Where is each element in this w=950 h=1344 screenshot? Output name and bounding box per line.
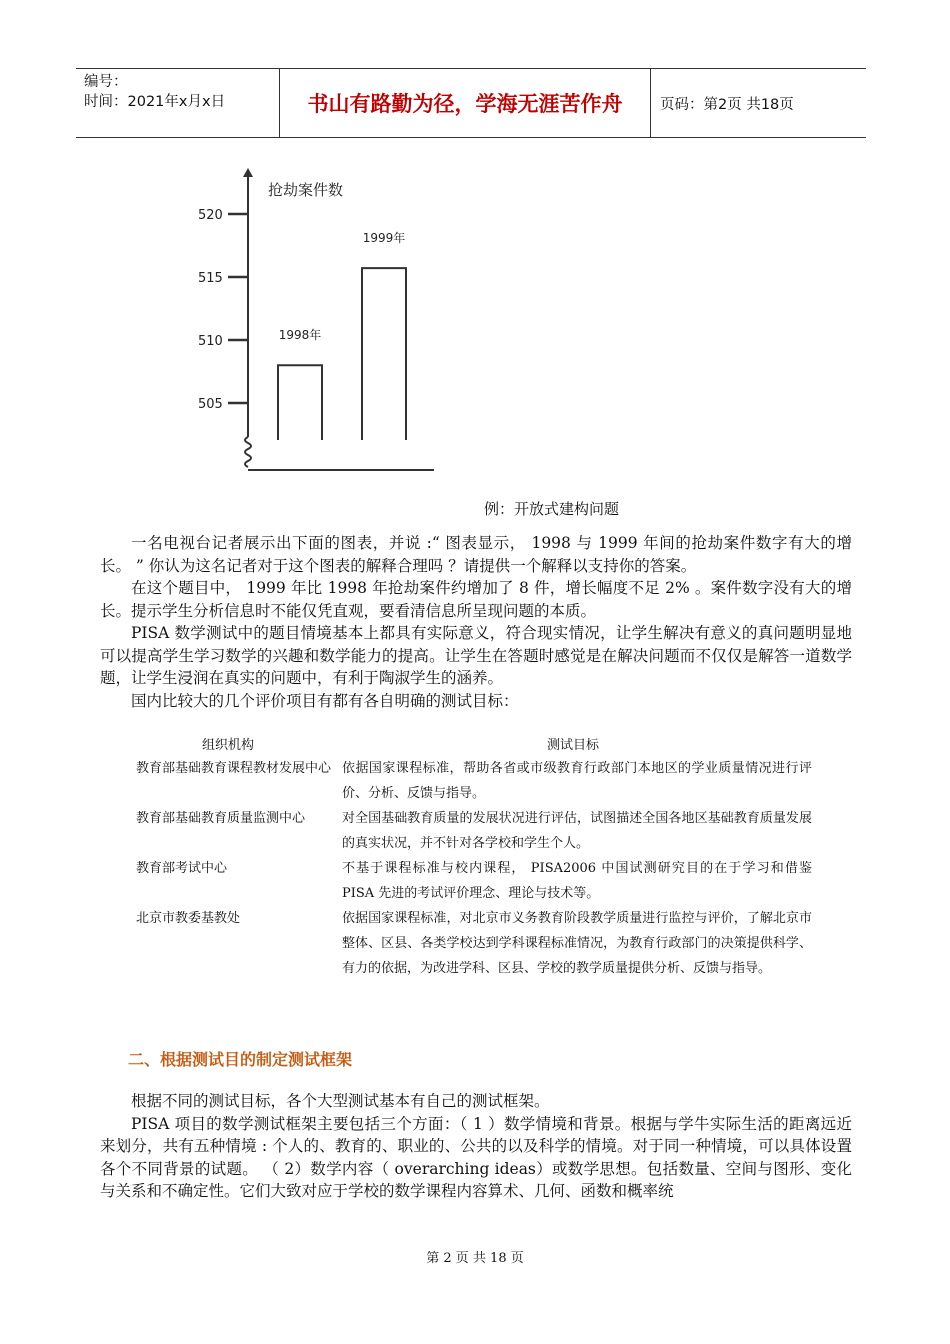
evaluation-table (100, 734, 852, 1006)
bar-label: 1998年 (278, 328, 322, 343)
bar-1998年 (278, 365, 322, 440)
header-divider (650, 69, 651, 137)
robbery-bar-chart (120, 165, 450, 495)
chart-title: 抢劫案件数 (268, 181, 344, 199)
table-cell-goal: 对全国基础教育质量的发展状况进行评估，试图描述全国各地区基础教育质量发展的真实状况，并不针对各学校和学生个人。 (342, 811, 812, 851)
page-footer: 第 2 页 共 18 页 (426, 1251, 524, 1266)
y-tick-label: 510 (198, 334, 223, 349)
table-row (100, 806, 852, 856)
bar-1999年 (362, 268, 406, 440)
axis-break-mark (245, 437, 251, 467)
table-cell-goal: 不基于课程标准与校内课程， PISA2006 中国试测研究目的在于学习和借鉴 PISA 先进的考试评价理念、理论与技术等。 (342, 861, 812, 901)
paragraph: 一名电视台记者展示出下面的图表，并说 :“ 图表显示， 1998 与 1999 年间的抢劫案件数字有大的增长。 ” 你认为这名记者对于这个图表的解释合理吗 ？请提供一个解释以支持你的答案。 (100, 534, 852, 575)
section2-text-block (100, 1090, 852, 1203)
y-tick-label: 520 (198, 208, 223, 223)
paragraph: PISA 数学测试中的题目情境基本上都具有实际意义，符合现实情况，让学生解决有意义的真问题明显地可以提高学生学习数学的兴趣和数学能力的提高。让学生在答题时感觉是在解决问题而不仅仅是解答一道数学题，让学生浸润在真实的问题中，有利于陶淑学生的涵养。 (100, 624, 852, 687)
table-row (100, 906, 852, 1006)
table-header (100, 734, 852, 756)
header-page-info: 页码：第2页 共18页 (660, 96, 794, 113)
table-cell-goal: 依据国家课程标准，对北京市义务教育阶段教学质量进行监控与评价，了解北京市整体、区县、各类学校达到学科课程标准情况，为教育行政部门的决策提供科学、有力的依据，为改进学科、区县、学校的教学质量提供分析、反馈与指导。 (342, 911, 812, 976)
y-tick-label: 505 (198, 397, 223, 412)
paragraph: 根据不同的测试目标，各个大型测试基本有自己的测试框架。 (131, 1092, 550, 1110)
column-header-organization: 组织机构 (202, 738, 255, 753)
bar-label: 1999年 (362, 231, 406, 246)
document-time-label: 时间：2021年x月x日 (84, 94, 226, 110)
paragraph: 国内比较大的几个评价项目有都有各自明确的测试目标： (131, 691, 519, 710)
page-header (76, 68, 866, 138)
table-cell-organization: 教育部基础教育质量监测中心 (136, 811, 306, 826)
table-row (100, 756, 852, 806)
table-cell-organization: 教育部考试中心 (136, 861, 228, 876)
column-header-goal: 测试目标 (547, 738, 600, 753)
table-cell-goal: 依据国家课程标准，帮助各省或市级教育行政部门本地区的学业质量情况进行评价、分析、反馈与指导。 (342, 761, 812, 801)
table-cell-organization: 教育部基础教育课程教材发展中心 (136, 761, 332, 776)
y-axis-arrow (243, 168, 253, 177)
table-row (100, 856, 852, 906)
figure-caption: 例：开放式建构问题 (484, 500, 620, 518)
header-motto: 书山有路勤为径，学海无涯苦作舟 (307, 92, 623, 116)
paragraph: PISA 项目的数学测试框架主要包括三个方面：（ 1 ）数学情境和背景。根据与学牛实际生活的距离远近来划分，共有五种情境 : 个人的、教育的、职业的、公共的以及科学的情境。对于同一种情境，可以具体设置各个不同背景的试题。 （ 2）数学内容（ overarching ideas）或数学思想。包括数量、空间与图形、变化与关系和不确定性。它们大致对应于学校的数学课程内容算术、几何、函数和概率统 (100, 1114, 852, 1200)
body-text-block (100, 532, 852, 712)
paragraph: 在这个题目中， 1999 年比 1998 年抢劫案件约增加了 8 件，增长幅度不足 2% 。案件数字没有大的增长。提示学生分析信息时不能仅凭直观，要看清信息所呈现问题的本质。 (100, 579, 852, 620)
header-meta (84, 72, 280, 112)
table-cell-organization: 北京市教委基教处 (136, 911, 241, 926)
y-tick-label: 515 (198, 271, 223, 286)
section-heading: 二、根据测试目的制定测试框架 (128, 1050, 353, 1069)
document-number-label: 编号： (84, 74, 128, 90)
